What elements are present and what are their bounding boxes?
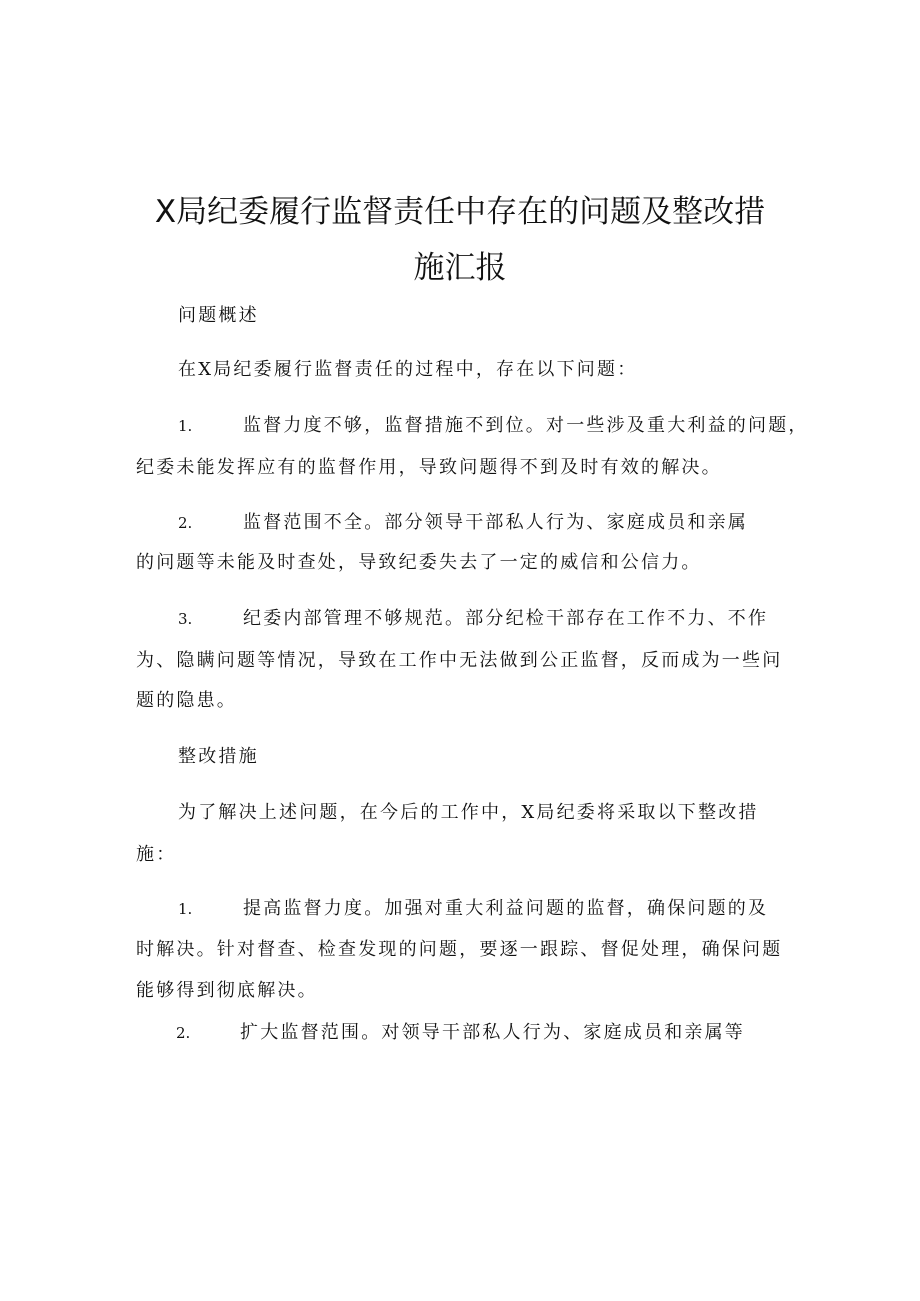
section-heading-measures: 整改措施: [178, 746, 259, 767]
section-heading-problems: 问题概述: [178, 305, 259, 326]
problem-item-text: 纪委未能发挥应有的监督作用，导致问题得不到及时有效的解决。: [136, 457, 722, 478]
measure-item-text: 提高监督力度。加强对重大利益问题的监督，确保问题的及: [243, 898, 769, 919]
measure-item-number: 1.: [178, 900, 193, 918]
section-intro-measures: 为了解决上述问题，在今后的工作中，X局纪委将采取以下整改措: [178, 802, 759, 823]
problem-item-text: 的问题等未能及时查处，导致纪委失去了一定的威信和公信力。: [136, 552, 702, 573]
measure-item-text: 时解决。针对督查、检查发现的问题，要逐一跟踪、督促处理，确保问题: [136, 939, 783, 960]
problem-item-text: 为、隐瞒问题等情况，导致在工作中无法做到公正监督，反而成为一些问: [136, 650, 783, 671]
measure-item-text: 扩大监督范围。对领导干部私人行为、家庭成员和亲属等: [240, 1022, 745, 1043]
document-title-line-1: X局纪委履行监督责任中存在的问题及整改措: [154, 194, 766, 230]
measure-item-number: 2.: [176, 1024, 191, 1042]
measure-item-text: 能够得到彻底解决。: [136, 980, 318, 1001]
problem-item-text: 监督范围不全。部分领导干部私人行为、家庭成员和亲属: [243, 512, 748, 533]
document-title-line-2: 施汇报: [413, 250, 507, 286]
problem-item-text: 题的隐患。: [136, 690, 237, 711]
problem-item-number: 3.: [178, 610, 193, 628]
problem-item-number: 1.: [178, 417, 193, 435]
problem-item-text: 纪委内部管理不够规范。部分纪检干部存在工作不力、不作: [243, 608, 769, 629]
problem-item-number: 2.: [178, 514, 193, 532]
problem-item-text: 监督力度不够，监督措施不到位。对一些涉及重大利益的问题，: [243, 415, 809, 436]
section-intro-problems: 在X局纪委履行监督责任的过程中，存在以下问题：: [178, 359, 638, 380]
section-intro-measures: 施：: [136, 844, 177, 865]
